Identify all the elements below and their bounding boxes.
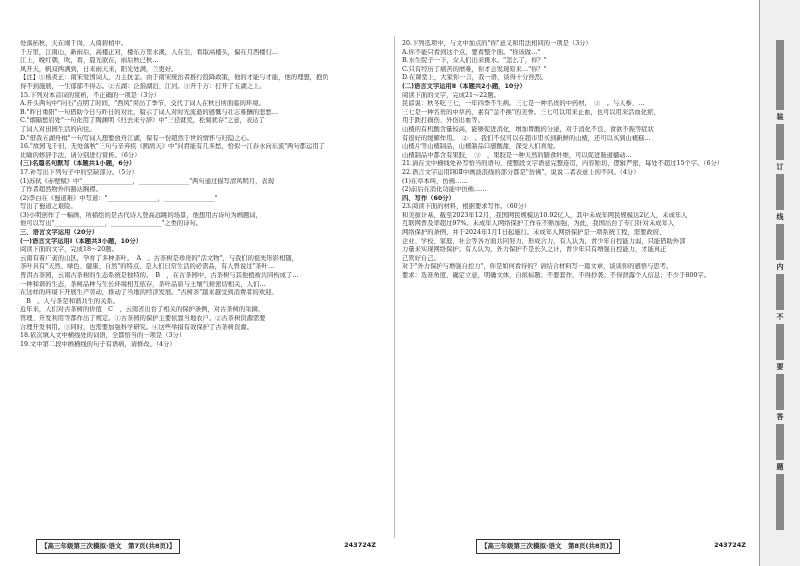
text-line: 云南有着广袤的山区，孕育了多种茶叶。 A 。古茶树是珍贵的"活文物"，与我们的祖先形影相随， <box>20 254 298 262</box>
text-line: (2)前后在消化功能中仿佛…… <box>402 186 487 194</box>
page-divider <box>394 36 395 538</box>
right-page <box>396 0 760 566</box>
text-line: 他可以写出"________________，________________"之类的诗句。 <box>20 220 203 228</box>
text-line: 23.阅读下面的材料，根据要求写作。（60分） <box>402 203 531 211</box>
text-line: 阅读下面的文字，完成18～20题。 <box>20 246 118 254</box>
text-line: A.你不能只看到这个点，要看整个面。"你该做…" <box>402 48 541 56</box>
text-line: (1)苏轼《赤壁赋》中"________________，________________"两句通过描写清风明月，表现 <box>20 177 274 185</box>
left-footer <box>36 539 376 552</box>
text-line: 15.下列对本首词的赏析，不正确的一项是（3分） <box>20 91 160 99</box>
left-footer-label: 【高三年级第三次模拟·语文 第7页(共8页)】 <box>36 539 180 554</box>
text-line: (二)语言文字运用Ⅱ（本题共2小题，10分） <box>402 82 526 90</box>
left-page <box>0 0 394 566</box>
seal-label: 题 <box>762 460 798 474</box>
text-line: 山楂片等山楂制品，山楂制品口感酸甜，深受人们喜爱。 <box>402 143 560 151</box>
text-line: 力量来实现网络保护；有人认为，外力保护不是长久之计，青少年只有增强自控能力，才能真正 <box>402 246 667 254</box>
right-footer-label: 【高三年级第三次模拟·语文 第8页(共8页)】 <box>476 539 620 554</box>
text-line: 21.请在文中横线处补写恰当的语句，使整段文字语意完整连贯，内容贴切，逻辑严密，每处不超过15个字。（6分） <box>402 160 724 168</box>
text-line: 四、写作（60分） <box>402 194 455 202</box>
text-line: 19.文中第二段中画横线的句子有语病，请修改。（4分） <box>20 340 176 348</box>
text-line: (三)名篇名句默写（本题共1小题，6分） <box>20 160 136 168</box>
text-line: 了词人对田园生活的向往。 <box>20 125 96 133</box>
text-line: 得不到施展，一生郁郁不得志。②五湖：泛指湖泊、江河。③开千万：打开了五湖之上。 <box>20 82 266 90</box>
seal-label: 不 <box>762 310 798 324</box>
text-line: 己管好自己。 <box>402 254 440 262</box>
text-line: 要求：选准角度，确定立意，明确文体，自拟标题；不要套作，不得抄袭；不得泄露个人信息；不少于800字。 <box>402 272 710 280</box>
text-line: 【注】①杨炎正：南宋爱国词人，力主抗金。由于南宋统治者推行投降政策，他的才能与才能，他的理想，抱负 <box>20 74 329 82</box>
text-line: D."借我五湖舟楫"一句写词人想要放舟江湖，保有一份超然于世的情怀与归隐之心。 <box>20 134 254 142</box>
text-line: 千万里，江南山，新雨后，高楼正对，楼东万里水溪，人在尘，看取高楼头，偏在月西楼行… <box>20 48 279 56</box>
text-line: 茶叶具有"天然、绿色、健康、自然"的特点，是人们日常生活的必需品，有人曾说过"茶叶… <box>20 263 275 271</box>
text-line: 三七是一种名贵的中草药，素有"金不换"的美誉。三七可以用来止血，也可以用来活血化瘀， <box>402 108 660 116</box>
seal-label: 装 <box>762 110 798 124</box>
right-footer <box>476 539 746 552</box>
seal-label: 要 <box>762 360 798 374</box>
text-line: 18.依次填入文中横线处的词语，全都恰当的一项是（3分） <box>20 332 186 340</box>
text-line: 对于"外力保护与增强自控力"，你是如何看待的？请结合材料写一篇文章，谈谈你的感悟与思考。 <box>402 263 673 271</box>
text-line: 三、语言文字运用（20分） <box>20 229 99 237</box>
text-line: 一种和谐的生态，茶树品种与生长环境相互依存，茶叶品质与土壤气候密切相关，人们… <box>20 280 266 288</box>
text-line: B."昨日重阳"一句借助今日与昨日的对比，暗示了词人对时光流逝的感慨与壮志难酬的悲愁… <box>20 108 278 116</box>
text-line: 网络保护的条例，并于2024年1月1日起施行。未成年人网络保护是一项系统工程，需要政府、 <box>402 229 666 237</box>
text-line: 和美拔计基，截至2023年12月，我国网民规模达10.92亿人，其中未成年网民规模达2亿人，未成年人 <box>402 211 688 219</box>
binding-margin <box>759 0 800 566</box>
text-line: 17.补写出下列句子中的空缺部分。（5分） <box>20 168 138 176</box>
text-line: 有很好的缓解作用。 ② 。我们不仅可以在超市里买到新鲜的山楂，还可以买到山楂糕… <box>402 134 651 142</box>
text-line: 20.下列选项中，与文中加点的"你"意义和用法相同的一项是（3分） <box>402 40 592 47</box>
text-line: 民谚说：秋冬吃三七，一年四季不生病。三七是一种名贵的中药材， ① 。与人参、… <box>402 100 645 108</box>
seal-label: 答 <box>762 410 798 424</box>
text-line: 在这样的环境下开展生产劳动，推动了当地的经济发展。"古树茶"越来越受到消费者的欢迎。 <box>20 289 278 297</box>
text-line: 写出了蜀道之艰险。 <box>20 203 77 211</box>
text-line: 管理、开发利用等都作出了规定。①古茶园的保护主要依靠当地农户。②古茶树资源需要 <box>20 315 266 322</box>
text-line: 22.语言文字运用Ⅰ和Ⅱ中画波浪线的部分都是"仿佛"，说说二者表意上的不同。（4分） <box>402 168 640 176</box>
text-line: (3)小明创作了一幅画，所描绘的是古代诗人登高远眺的场景，他想用古诗句为画题词， <box>20 211 262 219</box>
text-line: (1)在草本叫，仿佛…… <box>402 177 468 185</box>
text-line: 比喻的修辞手法，请分别进行赏析。（6分） <box>20 151 141 159</box>
text-line: 风开天，帆双两满到，日来雨天来，阳光处满，兰更好。 <box>20 65 178 73</box>
text-line: 了作者超然物外的豁达胸襟。 <box>20 186 102 194</box>
text-line: C.只有经历了痛苦的磨难，你才会发现原来…"你？" <box>402 65 547 73</box>
text-line: B 。人与茶是和谐共生的关系。 <box>20 297 120 305</box>
text-line: C."烟隔愁眉处"一句化用了陶渊明《归去来兮辞》中"三径就荒，松菊犹存"之意，表达了 <box>20 117 265 125</box>
right-footer-code: 243724Z <box>714 541 746 549</box>
text-line: 企业、学校、家庭、社会等各方面共同努力，形成合力，有人认为，青少年自控能力弱，只能借助外部 <box>402 237 686 245</box>
text-line: 16."故园飞千旧，无处落秋"三句与辛弃疾《鹧鸪天》中"问君能有几多愁，恰似一江春水向东流"两句都运用了 <box>20 143 325 151</box>
text-line: 处落拓秋，天在闹千岗，人倚碧梢中。 <box>20 40 128 47</box>
left-footer-code: 243724Z <box>344 541 376 549</box>
left-page-text <box>20 40 388 349</box>
text-line: B.水生院子一下，女人们出来挑水。"怎么了，你？" <box>402 57 547 65</box>
text-line: D.在课堂上，大家你一言，我一语，谈得十分热烈。 <box>402 74 548 82</box>
text-line: 山楂制品中都含有果胶， ③ ，果胶是一种天然的膳食纤维，可以促进肠道蠕动… <box>402 151 632 159</box>
seal-label: 内 <box>762 260 798 274</box>
text-line: 近年来，人们对古茶树的价值 C ，云南省出台了相关的保护条例，对古茶树的采摘、 <box>20 306 265 314</box>
text-line: 山楂的有机酸含量较高，能够促进消化，增加胃酸的分泌，对于消化不良、食欲不振等症状 <box>402 125 654 133</box>
text-line: (一)语言文字运用Ⅰ（本题共3小题，10分） <box>20 237 142 245</box>
text-line: 普洱古茶园，云南古茶树的生态系统是独特的。 B ，在古茶园中，古茶树与其他植被共同构成了… <box>20 272 299 280</box>
text-line: 互联网普及率超过97%。未成年人网络保护工作在不断加强，为此，我国出台了专门针对未成年人 <box>402 220 675 228</box>
seal-label: 线 <box>762 210 798 224</box>
text-line: 阅读下面的文字，完成21～22题。 <box>402 91 500 99</box>
text-line: 用于跌打损伤、外伤出血等。 <box>402 117 484 125</box>
text-line: 江上，晚红朝，吹，看，晨光欲在，雨后秋已秋… <box>20 57 159 65</box>
text-line: (2)李白在《蜀道难》中写道："________________，________________" <box>20 194 218 202</box>
right-page-text <box>402 40 754 281</box>
text-line: 合理开发利用。③同时，也需要加强科学研究。④这些举措有效保护了古茶树资源。 <box>20 323 253 331</box>
text-line: A.开头两句中"问石"点明了时间，"西风"突出了季节，交代了词人在秋日所面临的环境。 <box>20 100 265 108</box>
seal-label: 订 <box>762 160 798 174</box>
